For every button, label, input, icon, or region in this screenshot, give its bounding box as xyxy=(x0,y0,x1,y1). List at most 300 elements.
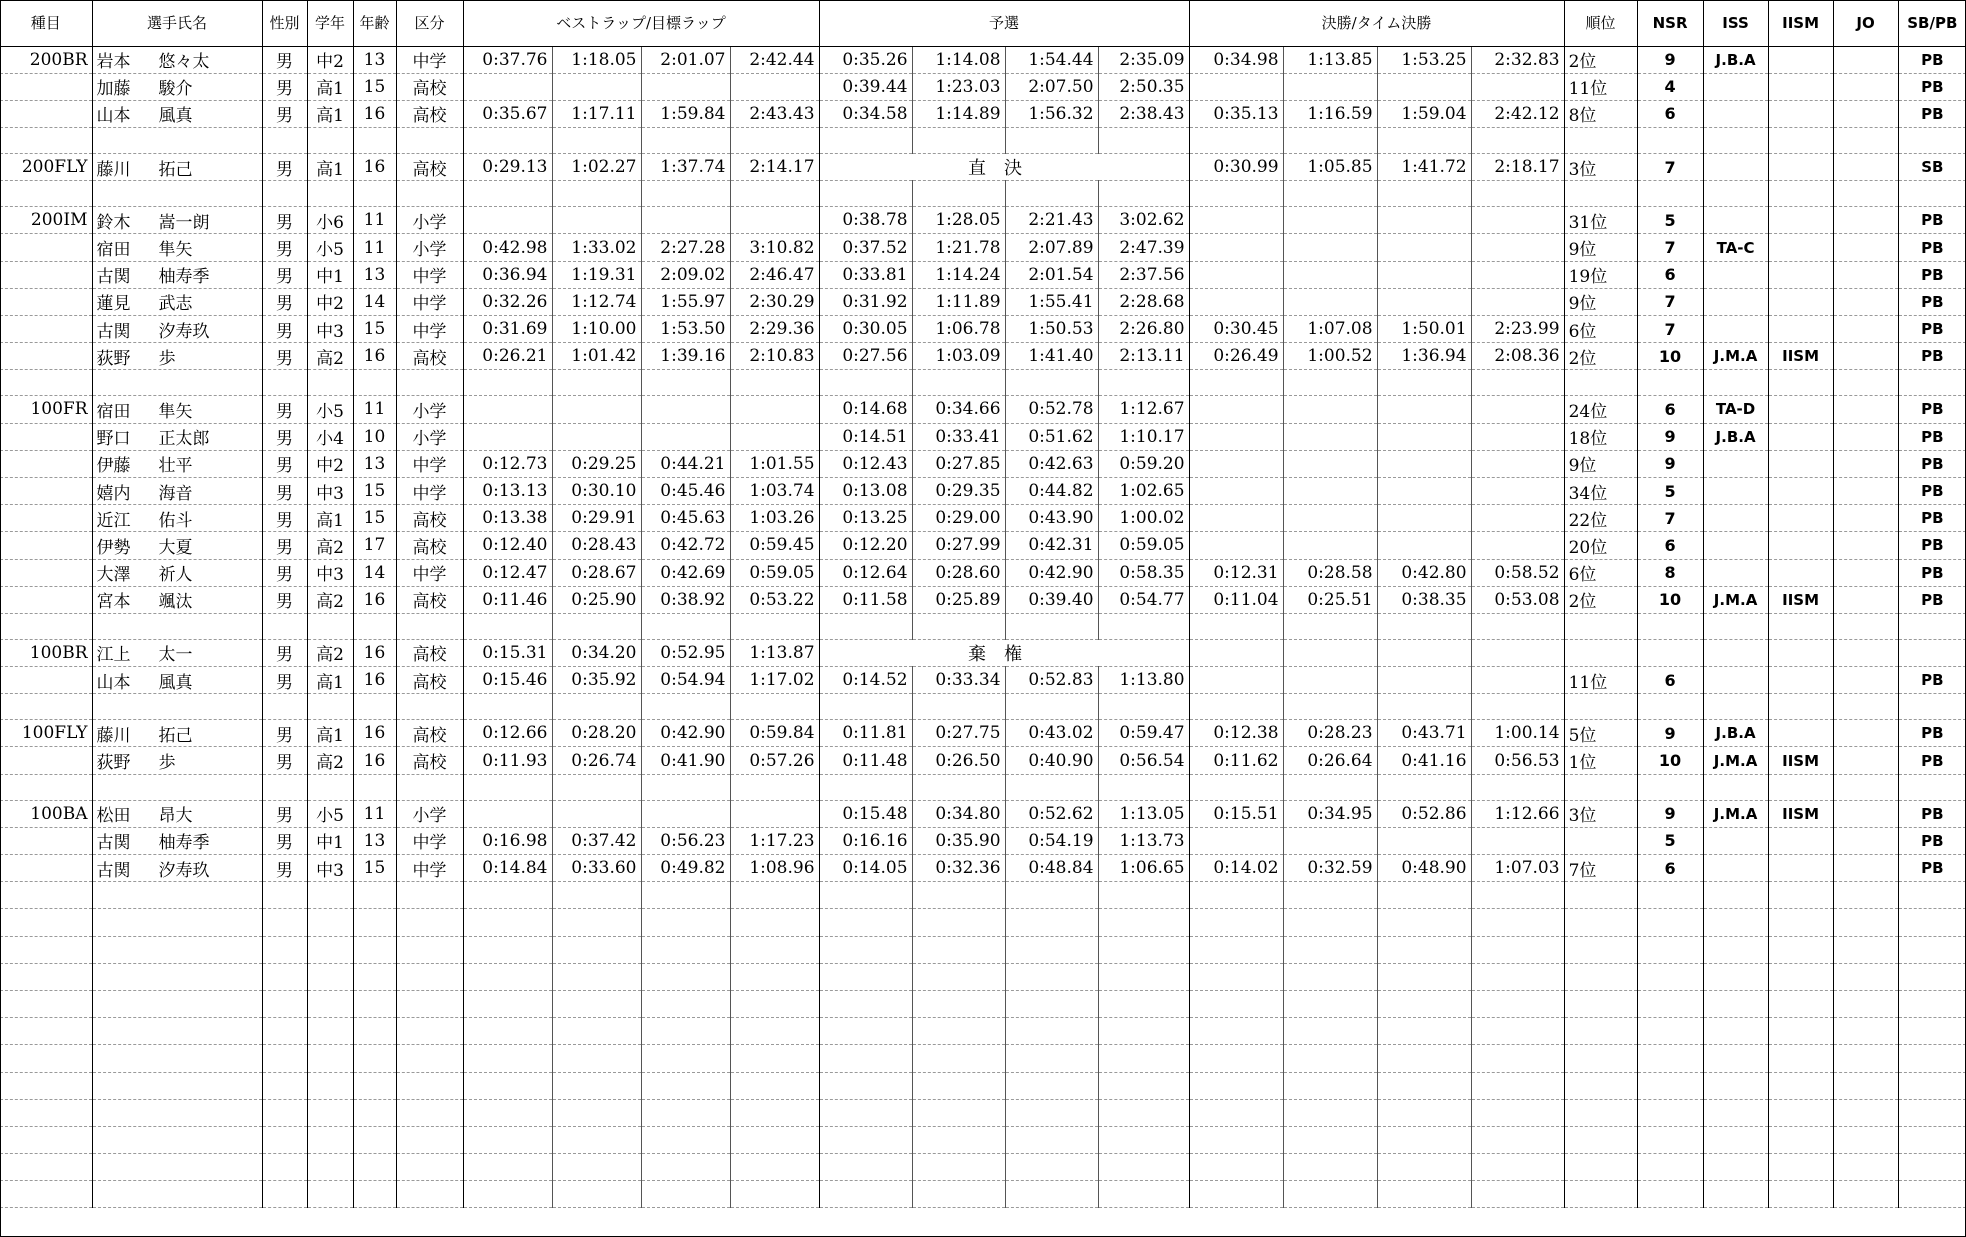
prelim-lap-cell: 0:12.20 xyxy=(819,532,912,559)
best-lap-cell: 0:45.63 xyxy=(641,505,730,532)
empty-cell xyxy=(1898,936,1966,963)
sex-cell: 男 xyxy=(262,154,307,181)
final-lap-cell: 1:07.08 xyxy=(1283,316,1377,343)
empty-cell xyxy=(463,128,552,154)
empty-row xyxy=(0,963,1966,990)
prelim-lap-cell: 0:54.19 xyxy=(1005,827,1098,854)
empty-row xyxy=(0,1018,1966,1045)
rank-cell: 22位 xyxy=(1564,505,1637,532)
empty-cell xyxy=(92,694,262,720)
empty-cell xyxy=(92,128,262,154)
prelim-lap-cell: 0:58.35 xyxy=(1098,559,1189,586)
empty-cell xyxy=(1703,936,1768,963)
sbpb-cell: PB xyxy=(1898,396,1966,423)
empty-cell xyxy=(262,936,307,963)
header-grade: 学年 xyxy=(307,0,353,46)
best-lap-cell: 0:37.42 xyxy=(552,827,641,854)
rank-cell: 6位 xyxy=(1564,316,1637,343)
jo-cell xyxy=(1833,827,1898,854)
prelim-lap-cell: 0:33.34 xyxy=(912,667,1005,694)
empty-cell xyxy=(730,1018,819,1045)
category-cell: 小学 xyxy=(396,207,463,234)
empty-cell xyxy=(1377,936,1471,963)
empty-cell xyxy=(730,774,819,800)
swimmer-name xyxy=(92,234,262,261)
final-lap-cell xyxy=(1283,450,1377,477)
final-lap-cell xyxy=(1283,234,1377,261)
empty-cell xyxy=(463,936,552,963)
nsr-cell: 6 xyxy=(1637,667,1703,694)
empty-cell xyxy=(1637,1045,1703,1072)
prelim-lap-cell: 0:34.80 xyxy=(912,800,1005,827)
empty-cell xyxy=(262,694,307,720)
final-lap-cell: 0:53.08 xyxy=(1471,586,1564,613)
empty-cell xyxy=(307,936,353,963)
family-name: 野口 xyxy=(96,429,131,450)
best-lap-cell: 1:13.87 xyxy=(730,639,819,666)
empty-cell xyxy=(819,694,912,720)
empty-cell xyxy=(396,370,463,396)
empty-cell xyxy=(912,909,1005,936)
empty-cell xyxy=(1283,613,1377,639)
empty-cell xyxy=(641,694,730,720)
prelim-lap-cell: 1:14.08 xyxy=(912,46,1005,73)
jo-cell xyxy=(1833,586,1898,613)
empty-cell xyxy=(92,1154,262,1181)
empty-cell xyxy=(1189,1045,1283,1072)
prelim-lap-cell: 0:52.62 xyxy=(1005,800,1098,827)
empty-cell xyxy=(1471,370,1564,396)
best-lap-cell: 0:57.26 xyxy=(730,747,819,774)
sbpb-cell: PB xyxy=(1898,505,1966,532)
empty-cell xyxy=(1098,990,1189,1017)
prelim-lap-cell: 0:34.58 xyxy=(819,100,912,127)
best-lap-cell xyxy=(641,800,730,827)
table-row xyxy=(0,207,1966,234)
empty-cell xyxy=(912,1154,1005,1181)
empty-cell xyxy=(1471,128,1564,154)
given-name: 祈人 xyxy=(158,565,193,586)
empty-cell xyxy=(307,613,353,639)
table-row xyxy=(0,154,1966,181)
empty-cell xyxy=(353,181,396,207)
empty-cell xyxy=(1005,774,1098,800)
final-lap-cell: 1:05.85 xyxy=(1283,154,1377,181)
final-lap-cell xyxy=(1283,639,1377,666)
prelim-lap-cell: 1:56.32 xyxy=(1005,100,1098,127)
jo-cell xyxy=(1833,450,1898,477)
prelim-lap-cell: 1:23.03 xyxy=(912,73,1005,100)
final-lap-cell xyxy=(1283,827,1377,854)
prelim-lap-cell: 0:35.26 xyxy=(819,46,912,73)
iss-cell: TA-D xyxy=(1703,396,1768,423)
sex-cell: 男 xyxy=(262,532,307,559)
best-lap-cell: 0:38.92 xyxy=(641,586,730,613)
empty-cell xyxy=(1768,1072,1833,1099)
best-lap-cell: 0:42.90 xyxy=(641,720,730,747)
best-lap-cell xyxy=(730,73,819,100)
rank-cell: 2位 xyxy=(1564,343,1637,370)
prelim-lap-cell: 0:59.05 xyxy=(1098,532,1189,559)
rank-cell: 19位 xyxy=(1564,261,1637,288)
final-lap-cell xyxy=(1471,450,1564,477)
event-cell xyxy=(0,747,92,774)
empty-cell xyxy=(463,1181,552,1208)
empty-cell xyxy=(463,1099,552,1126)
empty-cell xyxy=(307,1099,353,1126)
header-age: 年齢 xyxy=(353,0,396,46)
best-lap-cell: 0:42.98 xyxy=(463,234,552,261)
best-lap-cell xyxy=(730,800,819,827)
prelim-lap-cell: 0:59.20 xyxy=(1098,450,1189,477)
best-lap-cell: 0:15.46 xyxy=(463,667,552,694)
rank-cell xyxy=(1564,827,1637,854)
jo-cell xyxy=(1833,46,1898,73)
final-lap-cell: 0:28.23 xyxy=(1283,720,1377,747)
given-name: 悠々太 xyxy=(158,52,210,73)
empty-cell xyxy=(1005,963,1098,990)
empty-cell xyxy=(1189,882,1283,909)
empty-cell xyxy=(1098,1072,1189,1099)
final-lap-cell: 0:35.13 xyxy=(1189,100,1283,127)
final-lap-cell xyxy=(1377,450,1471,477)
age-cell: 15 xyxy=(353,855,396,882)
empty-cell xyxy=(353,963,396,990)
prelim-lap-cell: 0:11.81 xyxy=(819,720,912,747)
empty-cell xyxy=(262,613,307,639)
empty-cell xyxy=(0,1099,92,1126)
empty-cell xyxy=(1703,128,1768,154)
empty-cell xyxy=(1768,181,1833,207)
empty-cell xyxy=(396,128,463,154)
empty-cell xyxy=(1471,1154,1564,1181)
grade-cell: 高1 xyxy=(307,720,353,747)
rank-cell: 2位 xyxy=(1564,46,1637,73)
final-lap-cell: 0:52.86 xyxy=(1377,800,1471,827)
prelim-lap-cell: 0:39.44 xyxy=(819,73,912,100)
empty-cell xyxy=(307,1072,353,1099)
nsr-cell: 7 xyxy=(1637,288,1703,315)
best-lap-cell xyxy=(463,423,552,450)
jo-cell xyxy=(1833,234,1898,261)
empty-cell xyxy=(819,963,912,990)
prelim-lap-cell: 2:13.11 xyxy=(1098,343,1189,370)
empty-cell xyxy=(912,774,1005,800)
empty-cell xyxy=(1283,882,1377,909)
prelim-lap-cell: 0:14.51 xyxy=(819,423,912,450)
empty-cell xyxy=(1768,1181,1833,1208)
empty-cell xyxy=(0,128,92,154)
grade-cell: 中1 xyxy=(307,261,353,288)
empty-cell xyxy=(463,963,552,990)
final-lap-cell xyxy=(1377,73,1471,100)
nsr-cell: 9 xyxy=(1637,46,1703,73)
best-lap-cell: 2:29.36 xyxy=(730,316,819,343)
best-lap-cell: 1:53.50 xyxy=(641,316,730,343)
empty-cell xyxy=(1768,613,1833,639)
header-category: 区分 xyxy=(396,0,463,46)
empty-cell xyxy=(1189,1154,1283,1181)
family-name: 古関 xyxy=(96,267,131,288)
prelim-lap-cell: 1:28.05 xyxy=(912,207,1005,234)
final-lap-cell xyxy=(1189,639,1283,666)
best-lap-cell: 0:13.38 xyxy=(463,505,552,532)
empty-cell xyxy=(641,1045,730,1072)
empty-cell xyxy=(1283,694,1377,720)
rank-cell: 6位 xyxy=(1564,559,1637,586)
empty-cell xyxy=(552,1072,641,1099)
category-cell: 高校 xyxy=(396,505,463,532)
empty-row xyxy=(0,1045,1966,1072)
iism-cell: IISM xyxy=(1768,800,1833,827)
iss-cell xyxy=(1703,261,1768,288)
final-lap-cell xyxy=(1377,532,1471,559)
empty-cell xyxy=(1703,774,1768,800)
final-lap-cell xyxy=(1377,639,1471,666)
family-name: 山本 xyxy=(96,106,131,127)
empty-cell xyxy=(912,1045,1005,1072)
empty-cell xyxy=(1005,1072,1098,1099)
swimmer-name xyxy=(92,396,262,423)
prelim-lap-cell: 0:14.68 xyxy=(819,396,912,423)
prelim-lap-cell: 2:37.56 xyxy=(1098,261,1189,288)
final-lap-cell xyxy=(1471,288,1564,315)
rank-cell: 24位 xyxy=(1564,396,1637,423)
prelim-lap-cell: 1:14.89 xyxy=(912,100,1005,127)
event-cell xyxy=(0,477,92,504)
jo-cell xyxy=(1833,154,1898,181)
event-cell: 100BA xyxy=(0,800,92,827)
sbpb-cell: PB xyxy=(1898,100,1966,127)
empty-cell xyxy=(730,370,819,396)
nsr-cell: 6 xyxy=(1637,855,1703,882)
empty-cell xyxy=(353,882,396,909)
rank-cell: 11位 xyxy=(1564,73,1637,100)
given-name: 佑斗 xyxy=(158,510,193,531)
age-cell: 11 xyxy=(353,234,396,261)
empty-cell xyxy=(307,1154,353,1181)
jo-cell xyxy=(1833,73,1898,100)
prelim-lap-cell: 1:13.73 xyxy=(1098,827,1189,854)
empty-cell xyxy=(1098,370,1189,396)
sex-cell: 男 xyxy=(262,46,307,73)
empty-row xyxy=(0,1154,1966,1181)
prelim-lap-cell: 0:29.35 xyxy=(912,477,1005,504)
empty-cell xyxy=(396,1126,463,1153)
empty-cell xyxy=(353,1072,396,1099)
best-lap-cell: 1:19.31 xyxy=(552,261,641,288)
rank-cell: 20位 xyxy=(1564,532,1637,559)
empty-cell xyxy=(1471,1072,1564,1099)
final-lap-cell xyxy=(1471,532,1564,559)
empty-cell xyxy=(1564,613,1637,639)
empty-cell xyxy=(262,1181,307,1208)
prelim-lap-cell: 0:54.77 xyxy=(1098,586,1189,613)
empty-cell xyxy=(912,1072,1005,1099)
final-lap-cell xyxy=(1283,207,1377,234)
empty-cell xyxy=(1189,990,1283,1017)
empty-cell xyxy=(1637,936,1703,963)
prelim-lap-cell: 2:26.80 xyxy=(1098,316,1189,343)
empty-cell xyxy=(1703,1181,1768,1208)
swimmer-name xyxy=(92,73,262,100)
best-lap-cell: 1:17.23 xyxy=(730,827,819,854)
best-lap-cell: 2:27.28 xyxy=(641,234,730,261)
iism-cell xyxy=(1768,234,1833,261)
empty-cell xyxy=(353,990,396,1017)
empty-row xyxy=(0,694,1966,720)
table-row xyxy=(0,261,1966,288)
empty-cell xyxy=(92,936,262,963)
sbpb-cell: PB xyxy=(1898,477,1966,504)
given-name: 駿介 xyxy=(158,79,193,100)
empty-cell xyxy=(0,990,92,1017)
empty-cell xyxy=(1703,1072,1768,1099)
empty-cell xyxy=(1189,370,1283,396)
empty-cell xyxy=(552,1154,641,1181)
best-lap-cell: 1:02.27 xyxy=(552,154,641,181)
empty-cell xyxy=(1005,1018,1098,1045)
final-lap-cell xyxy=(1377,288,1471,315)
iism-cell xyxy=(1768,100,1833,127)
age-cell: 16 xyxy=(353,586,396,613)
rank-cell: 9位 xyxy=(1564,450,1637,477)
empty-cell xyxy=(353,1181,396,1208)
prelim-lap-cell: 0:52.78 xyxy=(1005,396,1098,423)
empty-cell xyxy=(1833,936,1898,963)
category-cell: 高校 xyxy=(396,639,463,666)
empty-cell xyxy=(262,1045,307,1072)
given-name: 汐寿玖 xyxy=(158,321,210,342)
results-body xyxy=(0,46,1966,1208)
sex-cell: 男 xyxy=(262,423,307,450)
sex-cell: 男 xyxy=(262,800,307,827)
rank-cell xyxy=(1564,639,1637,666)
age-cell: 15 xyxy=(353,73,396,100)
iism-cell xyxy=(1768,667,1833,694)
best-lap-cell: 1:39.16 xyxy=(641,343,730,370)
grade-cell: 高2 xyxy=(307,532,353,559)
prelim-lap-cell: 0:43.02 xyxy=(1005,720,1098,747)
empty-cell xyxy=(307,963,353,990)
given-name: 風真 xyxy=(158,106,193,127)
best-lap-cell xyxy=(463,396,552,423)
given-name: 颯汰 xyxy=(158,592,193,613)
prelim-lap-cell: 0:43.90 xyxy=(1005,505,1098,532)
sbpb-cell: PB xyxy=(1898,234,1966,261)
empty-cell xyxy=(1833,882,1898,909)
family-name: 加藤 xyxy=(96,79,131,100)
empty-cell xyxy=(1564,882,1637,909)
given-name: 壮平 xyxy=(158,456,193,477)
empty-cell xyxy=(730,128,819,154)
sex-cell: 男 xyxy=(262,667,307,694)
best-lap-cell: 0:54.94 xyxy=(641,667,730,694)
empty-cell xyxy=(1283,909,1377,936)
sbpb-cell: PB xyxy=(1898,207,1966,234)
prelim-lap-cell: 0:27.85 xyxy=(912,450,1005,477)
empty-cell xyxy=(1637,370,1703,396)
iism-cell xyxy=(1768,154,1833,181)
jo-cell xyxy=(1833,261,1898,288)
empty-cell xyxy=(1898,1126,1966,1153)
event-cell: 200IM xyxy=(0,207,92,234)
empty-cell xyxy=(307,1045,353,1072)
empty-cell xyxy=(0,1072,92,1099)
empty-cell xyxy=(1833,613,1898,639)
iss-cell xyxy=(1703,316,1768,343)
final-lap-cell xyxy=(1283,73,1377,100)
sex-cell: 男 xyxy=(262,827,307,854)
rank-cell: 9位 xyxy=(1564,288,1637,315)
empty-cell xyxy=(1833,128,1898,154)
empty-cell xyxy=(730,1072,819,1099)
prelim-lap-cell: 2:35.09 xyxy=(1098,46,1189,73)
event-cell xyxy=(0,450,92,477)
best-lap-cell: 0:26.21 xyxy=(463,343,552,370)
empty-cell xyxy=(307,370,353,396)
iss-cell xyxy=(1703,288,1768,315)
grade-cell: 高2 xyxy=(307,586,353,613)
final-lap-cell xyxy=(1377,234,1471,261)
rank-cell: 7位 xyxy=(1564,855,1637,882)
grade-cell: 小6 xyxy=(307,207,353,234)
empty-cell xyxy=(396,1181,463,1208)
empty-cell xyxy=(1833,963,1898,990)
sbpb-cell: PB xyxy=(1898,73,1966,100)
iss-cell xyxy=(1703,73,1768,100)
empty-cell xyxy=(92,1072,262,1099)
table-row xyxy=(0,667,1966,694)
family-name: 蓮見 xyxy=(96,294,131,315)
empty-cell xyxy=(1898,909,1966,936)
prelim-lap-cell: 3:02.62 xyxy=(1098,207,1189,234)
best-lap-cell: 0:12.73 xyxy=(463,450,552,477)
empty-cell xyxy=(0,1126,92,1153)
prelim-lap-cell: 0:15.48 xyxy=(819,800,912,827)
empty-cell xyxy=(1898,1099,1966,1126)
prelim-lap-cell: 1:06.65 xyxy=(1098,855,1189,882)
family-name: 古関 xyxy=(96,833,131,854)
empty-cell xyxy=(1637,990,1703,1017)
jo-cell xyxy=(1833,316,1898,343)
empty-cell xyxy=(463,1045,552,1072)
best-lap-cell: 0:28.67 xyxy=(552,559,641,586)
swimmer-name xyxy=(92,100,262,127)
final-lap-cell xyxy=(1189,505,1283,532)
empty-cell xyxy=(262,1072,307,1099)
empty-cell xyxy=(1471,1181,1564,1208)
best-lap-cell: 0:56.23 xyxy=(641,827,730,854)
nsr-cell: 7 xyxy=(1637,316,1703,343)
given-name: 拓己 xyxy=(158,159,193,180)
grade-cell: 高2 xyxy=(307,747,353,774)
iss-cell xyxy=(1703,827,1768,854)
table-row xyxy=(0,559,1966,586)
sex-cell: 男 xyxy=(262,559,307,586)
category-cell: 高校 xyxy=(396,747,463,774)
empty-cell xyxy=(1637,128,1703,154)
best-lap-cell xyxy=(641,396,730,423)
empty-cell xyxy=(396,1072,463,1099)
best-lap-cell: 0:59.45 xyxy=(730,532,819,559)
empty-cell xyxy=(819,1045,912,1072)
empty-cell xyxy=(396,1018,463,1045)
empty-cell xyxy=(1098,1126,1189,1153)
nsr-cell: 6 xyxy=(1637,100,1703,127)
empty-row xyxy=(0,936,1966,963)
nsr-cell: 9 xyxy=(1637,800,1703,827)
